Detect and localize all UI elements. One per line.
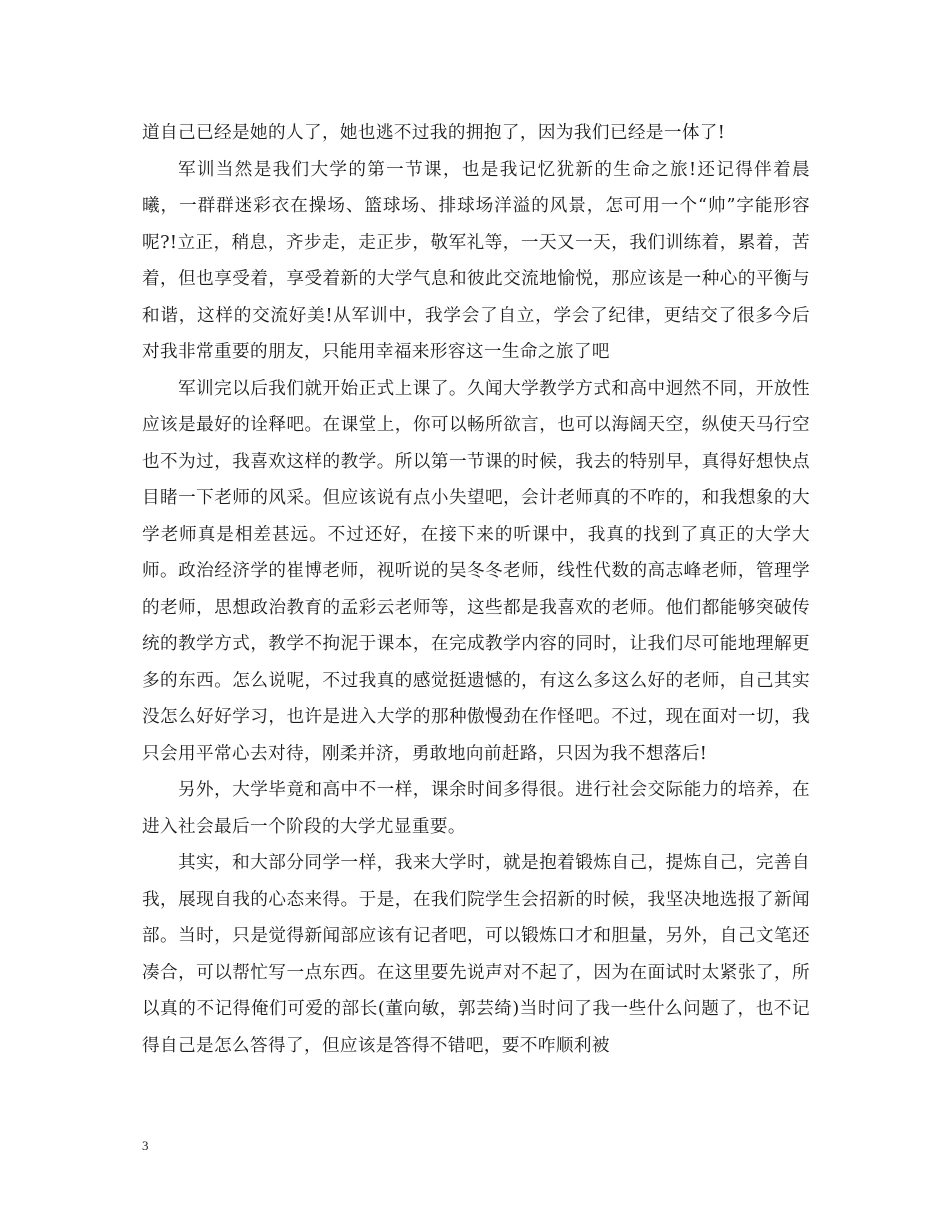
paragraph-continuation: 道自己已经是她的人了，她也逃不过我的拥抱了，因为我们已经是一体了! — [142, 123, 726, 143]
page-number: 3 — [142, 1138, 149, 1153]
paragraph-social-skills: 另外，大学毕竟和高中不一样，课余时间多得很。进行社会交际能力的培养，在进入社会最后一个阶段的大学尤显重要。 — [142, 780, 810, 837]
paragraph-classes-teachers: 军训完以后我们就开始正式上课了。久闻大学教学方式和高中迥然不同，开放性应该是最好的诠释吧。在课堂上，你可以畅所欲言，也可以海阔天空，纵使天马行空也不为过，我喜欢这样的教学。所以第一节课的时候，我去的特别早，真得好想快点目睹一下老师的风采。但应该说有点小失望吧，会计老师真的不咋的，和我想象的大学老师真是相差甚远。不过还好，在接下来的听课中，我真的找到了真正的大学大师。政治经济学的崔博老师，视听说的吴冬冬老师，线性代数的高志峰老师，管理学的老师，思想政治教育的孟彩云老师等，这些都是我喜欢的老师。他们都能够突破传统的教学方式，教学不拘泥于课本，在完成教学内容的同时，让我们尽可能地理解更多的东西。怎么说呢，不过我真的感觉挺遗憾的，有这么多这么好的老师，自己其实没怎么好好学习，也许是进入大学的那种傲慢劲在作怪吧。不过，现在面对一切，我只会用平常心去对待，刚柔并济，勇敢地向前赶路，只因为我不想落后! — [142, 378, 810, 764]
body-text — [142, 115, 810, 1064]
paragraph-military-training: 军训当然是我们大学的第一节课，也是我记忆犹新的生命之旅!还记得伴着晨曦，一群群迷彩衣在操场、篮球场、排球场洋溢的风景，怎可用一个“帅”字能形容呢?!立正，稍息，齐步走，走正步，敬军礼等，一天又一天，我们训练着，累着，苦着，但也享受着，享受着新的大学气息和彼此交流地愉悦，那应该是一种心的平衡与和谐，这样的交流好美!从军训中，我学会了自立，学会了纪律，更结交了很多今后对我非常重要的朋友，只能用幸福来形容这一生命之旅了吧 — [142, 159, 810, 362]
paragraph-student-union: 其实，和大部分同学一样，我来大学时，就是抱着锻炼自己，提炼自己，完善自我，展现自我的心态来得。于是，在我们院学生会招新的时候，我坚决地选报了新闻部。当时，只是觉得新闻部应该有记者吧，可以锻炼口才和胆量，另外，自己文笔还凑合，可以帮忙写一点东西。在这里要先说声对不起了，因为在面试时太紧张了，所以真的不记得俺们可爱的部长(董向敏，郭芸绮)当时问了我一些什么问题了，也不记得自己是怎么答得了，但应该是答得不错吧，要不咋顺利被 — [142, 853, 810, 1056]
